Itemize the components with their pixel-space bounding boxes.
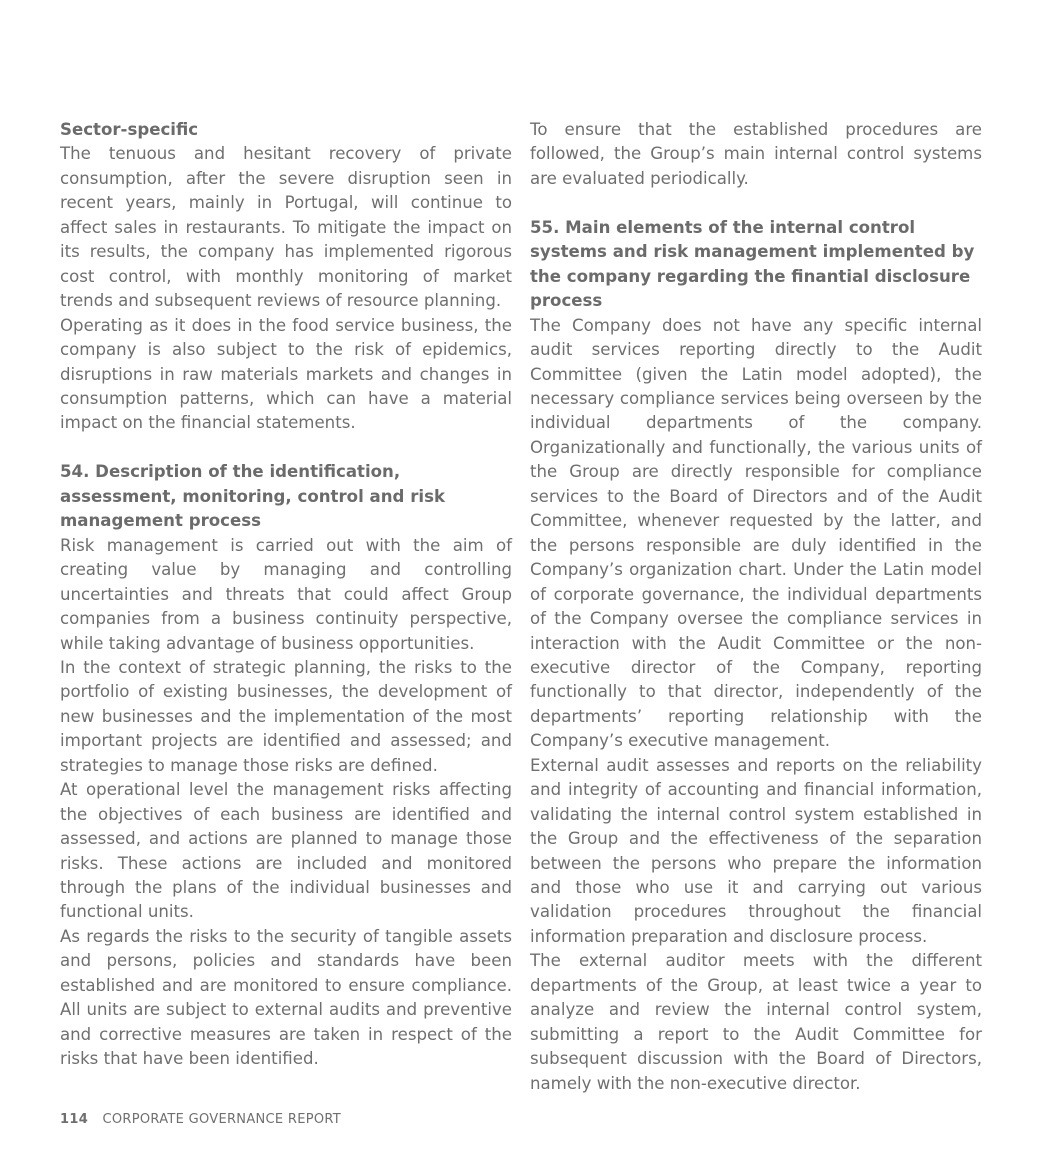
section-55-paragraph: The Company does not have any specific internal audit services reporting directly to the Audit Committee (given the Latin model adopted), the necessary compliance services being overseen by the individual departments of the company. Organizationally and functionally, the various units of the Group are directly responsible for compliance services to the Board of Directors and of the Audit Committee, whenever requested by the latter, and the persons responsible are duly identified in the Company’s organization chart. Under the Latin model of corporate governance, the individual departments of the Company oversee the compliance services in interaction with the Audit Committee or the non-executive director of the Company, reporting functionally to that director, independently of the departments’ reporting relationship with the Company’s executive management. <box>530 315 982 751</box>
section-54-paragraph: In the context of strategic planning, the risks to the portfolio of existing businesses, the development of new businesses and the implementation of the most important projects are identified and assessed; and strategies to manage those risks are defined. <box>60 657 512 775</box>
page-number: 114 <box>60 1112 89 1127</box>
section-54-heading: 54. Description of the identification, assessment, monitoring, control and risk management process <box>60 462 445 531</box>
section-54-paragraph: As regards the risks to the security of tangible assets and persons, policies and standards have been established and are monitored to ensure compliance. All units are subject to external audits and preventive and corrective measures are taken in respect of the risks that have been identified. <box>60 926 512 1069</box>
right-column <box>530 118 982 1096</box>
section-spacer <box>530 191 982 215</box>
sector-paragraph: The tenuous and hesitant recovery of private consumption, after the severe disruption seen in recent years, mainly in Portugal, will continue to affect sales in restaurants. To mitigate the impact on its results, the company has implemented rigorous cost control, with monthly monitoring of market trends and subsequent reviews of resource planning. <box>60 144 512 311</box>
sector-paragraph: Operating as it does in the food service business, the company is also subject to the risk of epidemics, disruptions in raw materials markets and changes in consumption patterns, which can have a material impact on the financial statements. <box>60 315 512 433</box>
intro-paragraph: To ensure that the established procedures are followed, the Group’s main internal control systems are evaluated periodically. <box>530 120 982 188</box>
section-54-paragraph: Risk management is carried out with the aim of creating value by managing and controlling uncertainties and threats that could affect Group companies from a business continuity perspective, while taking advantage of business opportunities. <box>60 535 512 653</box>
sector-specific-heading: Sector-specific <box>60 120 199 139</box>
section-55-paragraph: External audit assesses and reports on the reliability and integrity of accounting and financial information, validating the internal control system established in the Group and the effectiveness of the separation between the persons who prepare the information and those who use it and carrying out various validation procedures throughout the financial information preparation and disclosure process. <box>530 755 982 946</box>
page-footer <box>60 1112 341 1127</box>
section-55-paragraph: The external auditor meets with the different departments of the Group, at least twice a year to analyze and review the internal control system, submitting a report to the Audit Committee for subsequent discussion with the Board of Directors, namely with the non-executive director. <box>530 951 982 1093</box>
section-55-heading: 55. Main elements of the internal control systems and risk management implemented by the company regarding the finantial disclosure process <box>530 217 975 311</box>
section-54-paragraph: At operational level the management risks affecting the objectives of each business are identified and assessed, and actions are planned to manage those risks. These actions are included and monitored through the plans of the individual businesses and functional units. <box>60 780 512 922</box>
footer-title: CORPORATE GOVERNANCE REPORT <box>102 1112 342 1127</box>
section-spacer <box>60 436 512 460</box>
left-column <box>60 118 512 1072</box>
